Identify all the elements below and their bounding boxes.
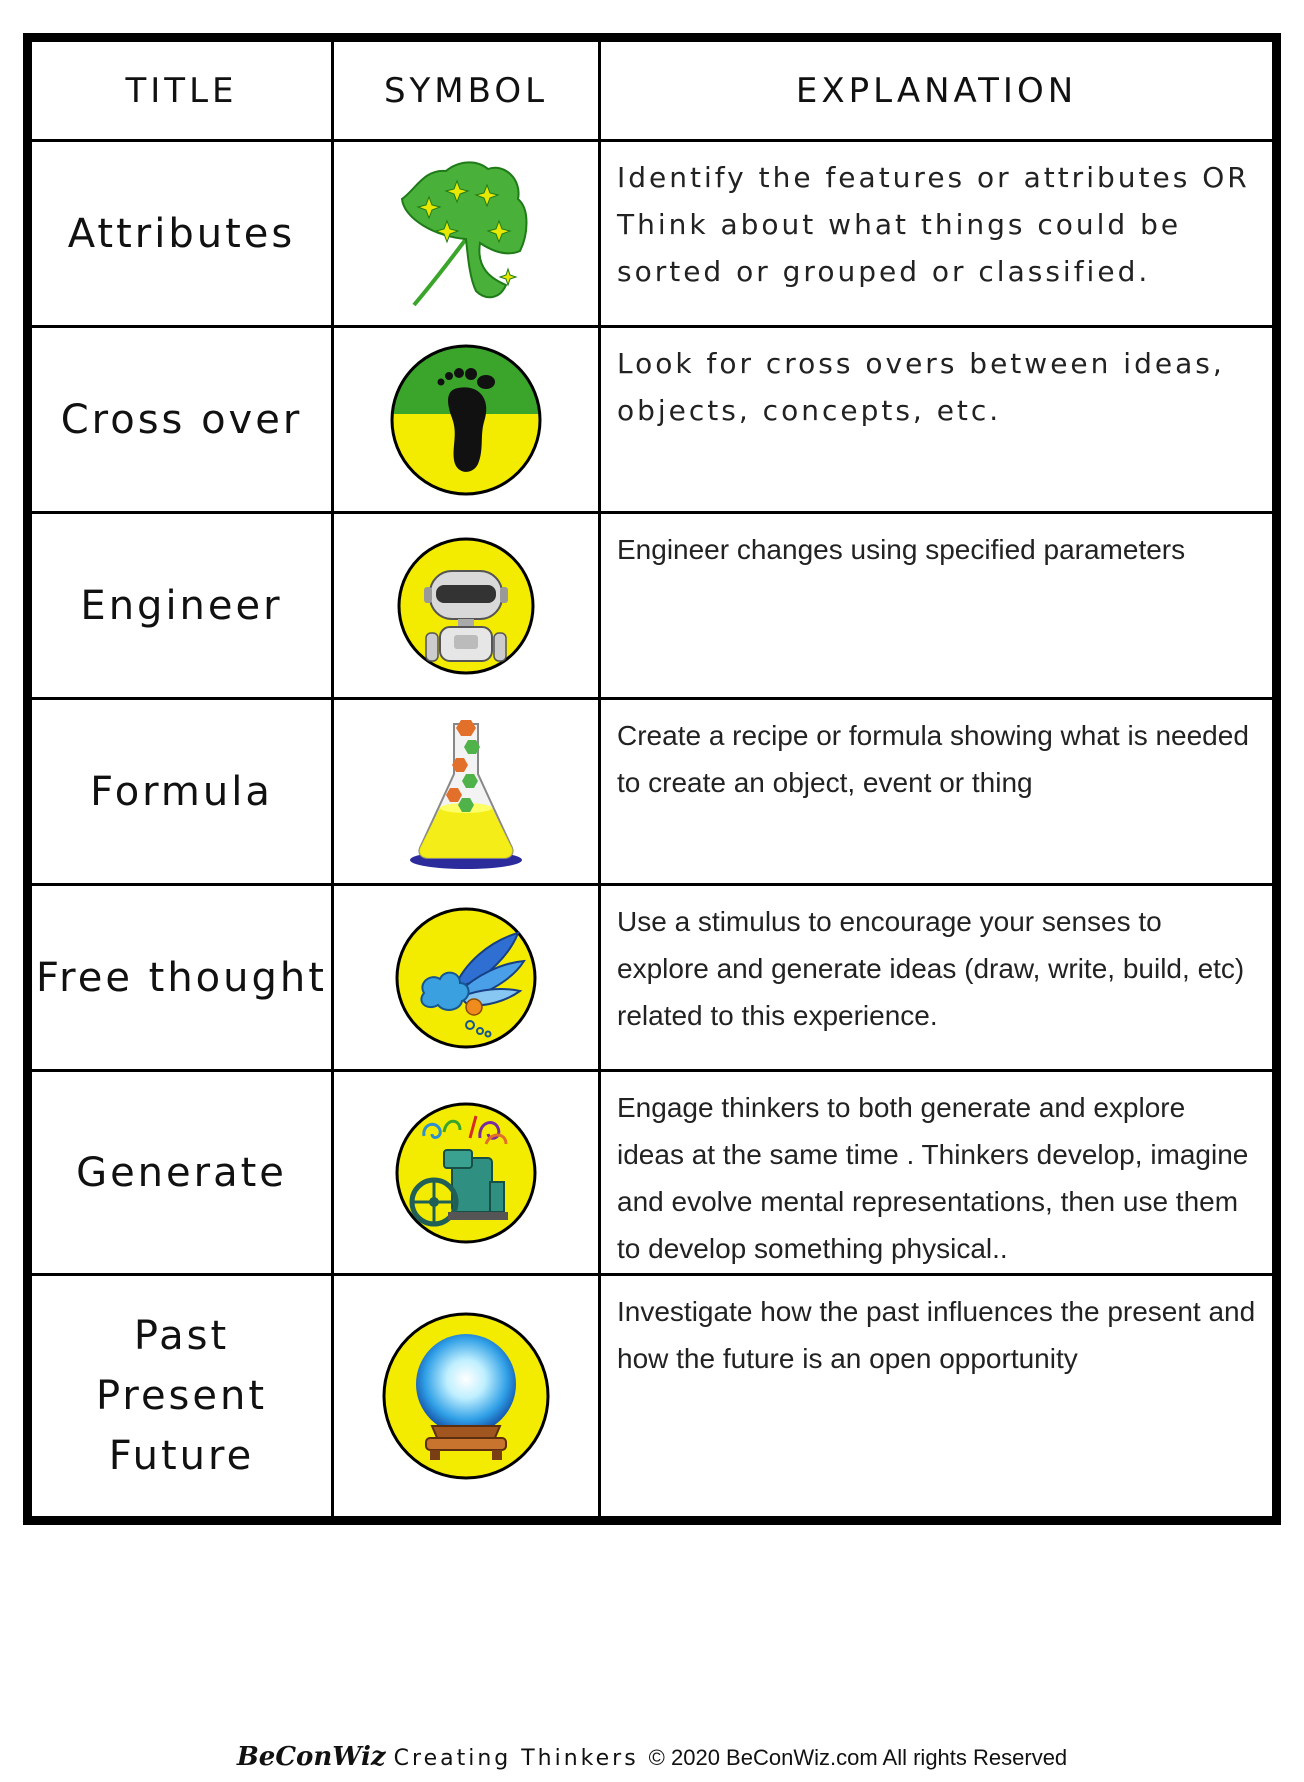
brand-tagline: Creating Thinkers [393,1746,639,1771]
ginkgo-leaf-icon [396,159,536,309]
row-explanation: Investigate how the past influences the present and how the future is an open opportunity [600,1275,1274,1518]
row-symbol [333,513,600,699]
copyright-text: © 2020 BeConWiz.com All rights Reserved [648,1745,1068,1770]
row-explanation: Identify the features or attributes OR Think about what things could be sorted or grouped or classified. [600,141,1274,327]
table-row [31,885,1274,1071]
row-title [31,1275,333,1518]
row-symbol [333,1071,600,1275]
row-symbol [333,1275,600,1518]
row-symbol [333,885,600,1071]
table-row [31,1275,1274,1518]
row-explanation: Engage thinkers to both generate and explore ideas at the same time . Thinkers develop, imagine and evolve mental representations, then use them to develop something physical.. [600,1071,1274,1275]
header-title: TITLE [31,41,333,141]
row-title-text: Past Present Future [95,1313,268,1479]
thinking-tools-table [23,33,1281,1525]
robot-icon [396,533,536,679]
row-symbol [333,141,600,327]
row-title: Free thought [31,885,333,1071]
row-explanation: Engineer changes using specified parameters [600,513,1274,699]
flask-icon [406,712,526,872]
winged-cloud-icon [394,903,538,1053]
footprint-icon [388,338,544,502]
crystal-ball-icon [380,1310,552,1482]
row-symbol [333,699,600,885]
row-title: Attributes [31,141,333,327]
header-symbol: SYMBOL [333,41,600,141]
row-symbol [333,327,600,513]
row-explanation: Look for cross overs between ideas, objects, concepts, etc. [600,327,1274,513]
row-title: Formula [31,699,333,885]
page-footer [0,1742,1304,1772]
header-explanation: EXPLANATION [600,41,1274,141]
table [29,39,1275,1519]
table-row [31,699,1274,885]
row-title: Generate [31,1071,333,1275]
table-row [31,327,1274,513]
brand-logo: BeConWiz [236,1742,386,1772]
table-row [31,513,1274,699]
table-row [31,141,1274,327]
table-row [31,1071,1274,1275]
row-title: Cross over [31,327,333,513]
row-title: Engineer [31,513,333,699]
table-header-row [31,41,1274,141]
machine-icon [394,1098,538,1248]
row-explanation: Create a recipe or formula showing what is needed to create an object, event or thing [600,699,1274,885]
row-explanation: Use a stimulus to encourage your senses to explore and generate ideas (draw, write, build, etc) related to this experience. [600,885,1274,1071]
